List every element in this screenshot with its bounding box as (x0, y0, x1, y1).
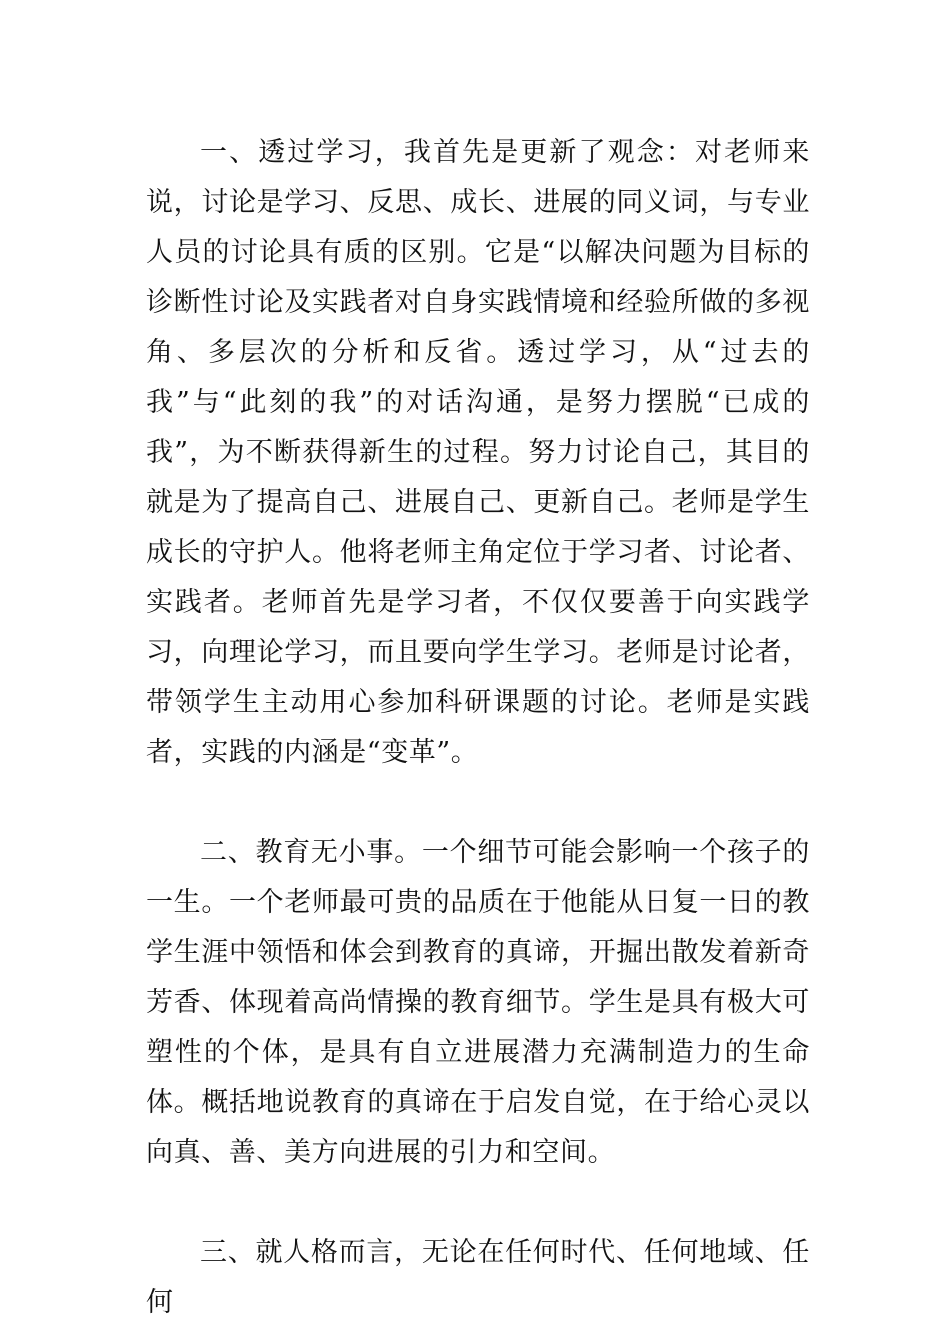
paragraph-3: 三、就人格而言，无论在任何时代、任何地域、任何 (146, 1237, 810, 1318)
document-body (146, 128, 810, 1328)
paragraph-2: 二、教育无小事。一个细节可能会影响一个孩子的一生。一个老师最可贵的品质在于他能从日复一日的教学生涯中领悟和体会到教育的真谛，开掘出散发着新奇芳香、体现着高尚情操的教育细节。学生是具有极大可塑性的个体，是具有自立进展潜力充满制造力的生命体。概括地说教育的真谛在于启发自觉，在于给心灵以向真、善、美方向进展的引力和空间。 (146, 837, 810, 1168)
paragraph-1: 一、透过学习，我首先是更新了观念：对老师来说，讨论是学习、反思、成长、进展的同义词，与专业人员的讨论具有质的区别。它是“以解决问题为目标的诊断性讨论及实践者对自身实践情境和经验所做的多视角、多层次的分析和反省。透过学习，从“过去的我”与“此刻的我”的对话沟通，是努力摆脱“已成的我”，为不断获得新生的过程。努力讨论自己，其目的就是为了提高自己、进展自己、更新自己。老师是学生成长的守护人。他将老师主角定位于学习者、讨论者、实践者。老师首先是学习者，不仅仅要善于向实践学习，向理论学习，而且要向学生学习。老师是讨论者，带领学生主动用心参加科研课题的讨论。老师是实践者，实践的内涵是“变革”。 (146, 137, 810, 768)
